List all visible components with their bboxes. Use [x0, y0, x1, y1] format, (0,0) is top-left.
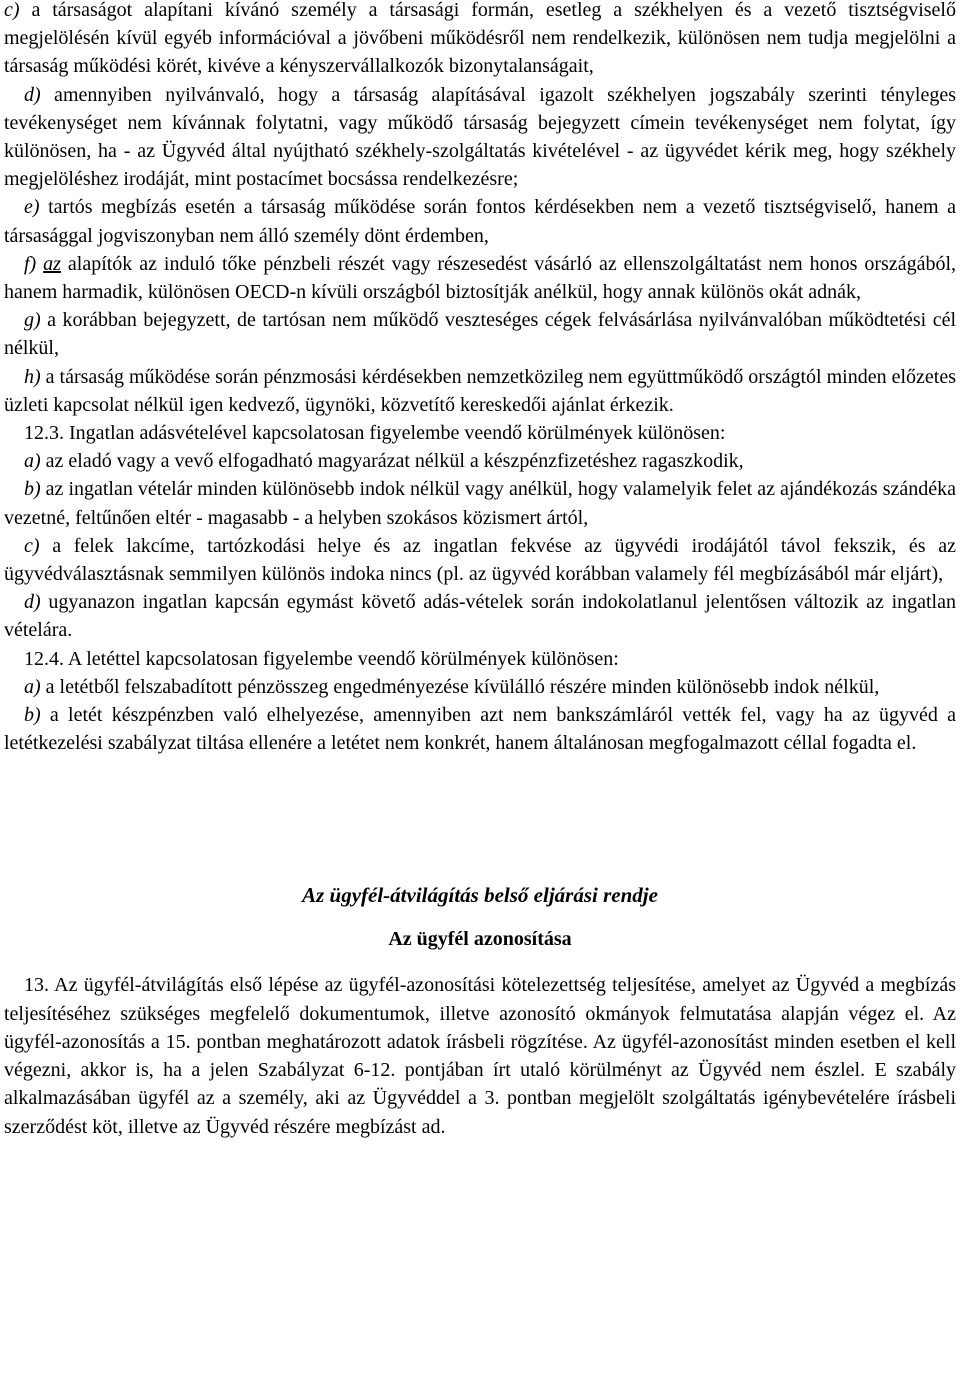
document-page [4, 0, 956, 1141]
section-12-3-item-c [4, 532, 956, 588]
section-subtitle: Az ügyfél azonosítása [388, 928, 572, 951]
list-item-g [4, 306, 956, 362]
item-label: d) [24, 83, 41, 106]
item-label: f) [24, 252, 37, 275]
item-label: d) [24, 591, 41, 614]
list-item-c [4, 0, 956, 81]
section-12-4-item-b [4, 701, 956, 757]
item-label: b) [24, 704, 41, 727]
list-item-h [4, 363, 956, 419]
item-label: c) [24, 534, 40, 557]
item-text: a társaságot alapítani kívánó személy a társasági formán, esetleg a székhelyen és a vezető tisztségviselő megjelölésén kívül egyéb információval a jövőbeni működésről nem rendelkezik, különösen nem tudja megjelölni a társaság működési körét, kivéve a kényszervállalkozók bizonytalanságait, [4, 0, 956, 78]
item-text: a korábban bejegyzett, de tartósan nem működő veszteséges cégek felvásárlása nyilvánvalóban működtetési cél nélkül, [4, 309, 956, 360]
section-12-3-item-a [4, 447, 956, 475]
spacer [4, 757, 956, 881]
list-item-e [4, 193, 956, 249]
spacer [4, 953, 956, 971]
item-text: alapítók az induló tőke pénzbeli részét vagy részesedést vásárló az ellenszolgáltatást nem honos országából, hanem harmadik, különösen OECD-n kívüli országból biztosítják anélkül, hogy annak különös okát adnák, [4, 252, 956, 304]
section-12-3-item-b [4, 475, 956, 531]
item-text: az eladó vagy a vevő elfogadható magyarázat nélkül a készpénzfizetéshez ragaszkodik, [40, 450, 744, 473]
list-item-d [4, 81, 956, 194]
item-label: h) [24, 365, 41, 388]
section-12-3-intro: 12.3. Ingatlan adásvételével kapcsolatosan figyelembe veendő körülmények különösen: [24, 422, 726, 445]
item-text: a letét készpénzben való elhelyezése, amennyiben azt nem bankszámláról vették fel, vagy ha az ügyvéd a letétkezelési szabályzat tiltása ellenére a letétet nem konkrét, hanem általánosan megfogalmazott céllal fogadta el. [4, 704, 956, 755]
item-text: a felek lakcíme, tartózkodási helye és az ingatlan fekvése az ügyvédi irodájától távol fekszik, és az ügyvédválasztásnak semmilyen különös indoka nincs (pl. az ügyvéd korábban valamely fél megbízásából már eljárt), [4, 534, 956, 586]
item-label: e) [24, 196, 40, 219]
section-12-4-item-a [4, 673, 956, 701]
section-title: Az ügyfél-átvilágítás belső eljárási rendje [302, 883, 658, 908]
item-label: a) [24, 450, 41, 473]
item-label: c) [4, 0, 20, 21]
paragraph-13: 13. Az ügyfél-átvilágítás első lépése az ügyfél-azonosítási kötelezettség teljesítése, amelyet az Ügyvéd a megbízás teljesítéséhez szükséges megfelelő dokumentumok, illetve azonosító okmányok felmutatása alapján végez el. Az ügyfél-azonosítás a 15. pontban meghatározott adatok írásbeli rögzítése. Az ügyfél-azonosítást minden esetben el kell végezni, akkor is, ha a jelen Szabályzat 6-12. pontjában írt utaló körülményt az Ügyvéd nem észlel. E szabály alkalmazásában ügyfél az a személy, aki az Ügyvéddel a 3. pontban megjelölt szolgáltatás igénybevételére írásbeli szerződést köt, illetve az Ügyvéd részére megbízást ad. [4, 974, 956, 1138]
item-label: a) [24, 675, 41, 698]
item-label: b) [24, 478, 41, 501]
section-12-4-intro: 12.4. A letéttel kapcsolatosan figyelembe veendő körülmények különösen: [24, 647, 619, 670]
list-item-f [4, 250, 956, 306]
item-text: az ingatlan vételár minden különösebb indok nélkül vagy anélkül, hogy valamelyik felet az ajándékozás szándéka vezetné, feltűnően eltér - magasabb - a helyben szokásos közismert ártól, [4, 478, 956, 529]
item-text: a letétből felszabadított pénzösszeg engedményezése kívülálló részére minden különösebb indok nélkül, [40, 675, 880, 698]
item-label: g) [24, 309, 41, 332]
item-text: amennyiben nyilvánvaló, hogy a társaság alapításával igazolt székhelyen jogszabály szerinti tényleges tevékenységet nem kívánnak folytatni, vagy működő társaság bejegyzett címein tevékenységet nem folytat, így különösen, ha - az Ügyvéd által nyújtható székhely-szolgáltatás kivételével - az ügyvédet kérik meg, hogy székhely megjelöléshez irodáját, mint postacímet bocsássa rendelkezésre; [4, 83, 956, 191]
item-text: ugyanazon ingatlan kapcsán egymást követő adás-vételek során indokolatlanul jelentősen változik az ingatlan vételára. [4, 591, 956, 642]
item-text: a társaság működése során pénzmosási kérdésekben nemzetközileg nem együttműködő országtól minden előzetes üzleti kapcsolat nélkül igen kedvező, ügynöki, közvetítő kereskedői ajánlat érkezik. [4, 365, 956, 416]
section-12-3-item-d [4, 588, 956, 644]
item-text: tartós megbízás esetén a társaság működése során fontos kérdésekben nem a vezető tisztségviselő, hanem a társasággal jogviszonyban nem álló személy dönt érdemben, [4, 196, 956, 247]
underlined-word: az [43, 252, 61, 275]
